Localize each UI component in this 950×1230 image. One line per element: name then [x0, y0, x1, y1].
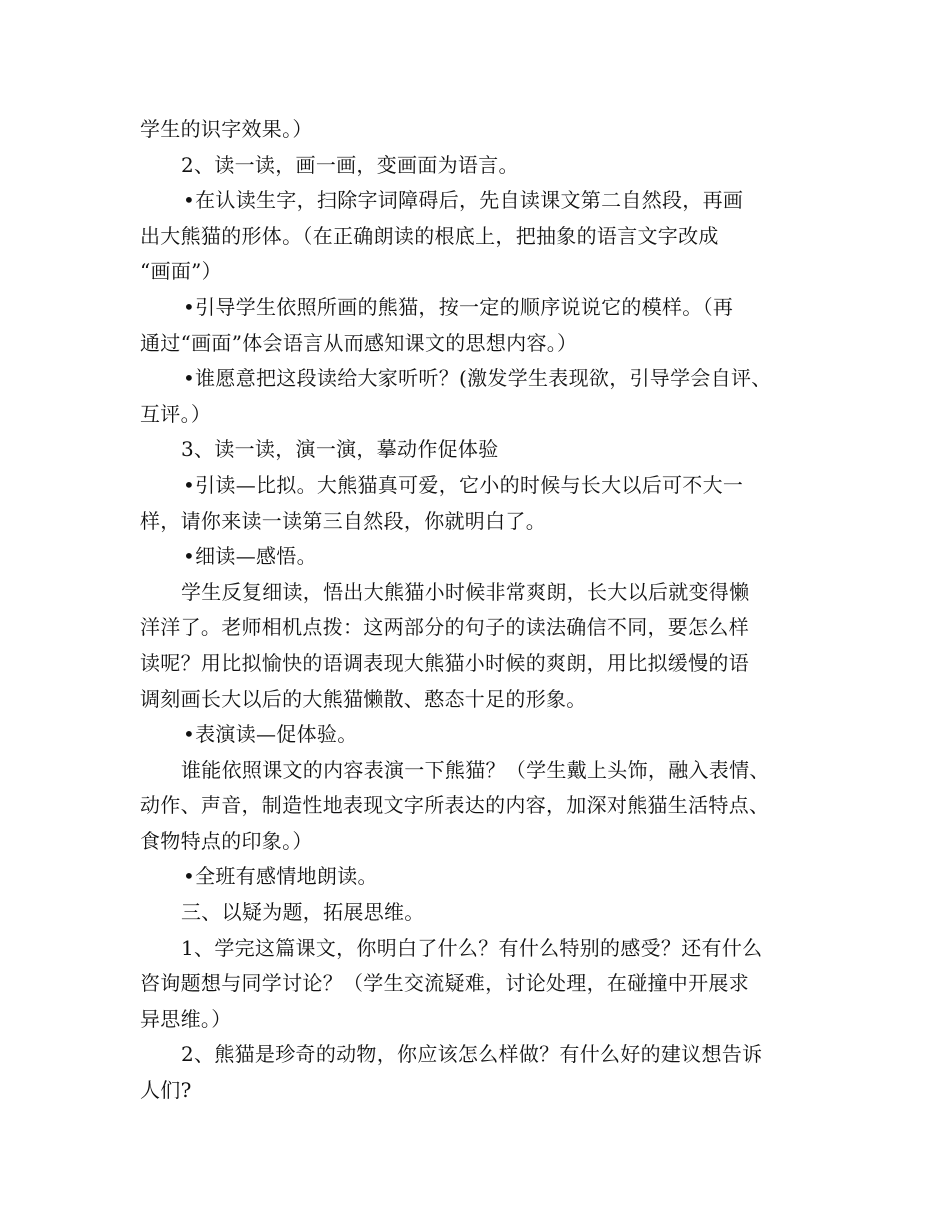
- text-line: 调刻画长大以后的大熊猫懒散、憨态十足的形象。: [140, 686, 587, 711]
- text-line: 出大熊猫的形体。（在正确朗读的根底上，把抽象的语言文字改成: [140, 223, 719, 248]
- text-line: 洋洋了。老师相机点拨：这两部分的句子的读法确信不同，要怎么样: [140, 615, 749, 640]
- text-line: 学生的识字效果。）: [140, 117, 313, 141]
- text-line: 动作、声音，制造性地表现文字所表达的内容，加深对熊猫生活特点、: [140, 793, 770, 818]
- text-line: 人们?: [140, 1078, 192, 1103]
- text-line: 食物特点的印象。）: [140, 828, 313, 853]
- bullet-line: •引导学生依照所画的熊猫，按一定的顺序说说它的模样。（再: [183, 294, 734, 319]
- bullet-line: •引读—比拟。大熊猫真可爱，它小的时候与长大以后可不大一: [183, 472, 744, 497]
- section-heading: 三、以疑为题，拓展思维。: [181, 900, 425, 925]
- text-line: 学生反复细读，悟出大熊猫小时候非常爽朗，长大以后就变得懒: [181, 579, 750, 604]
- text-line: 通过“画面”体会语言从而感知课文的思想内容。）: [140, 330, 578, 355]
- text-line: 读呢？用比拟愉快的语调表现大熊猫小时候的爽朗，用比拟缓慢的语: [140, 650, 749, 675]
- text-line: 1、学完这篇课文，你明白了什么？有什么特别的感受？还有什么: [181, 935, 763, 960]
- text-line: 3、读一读，演一演，摹动作促体验: [181, 437, 499, 462]
- text-line: 谁能依照课文的内容表演一下熊猫？（学生戴上头饰，融入表情、: [181, 757, 770, 782]
- bullet-line: •表演读—促体验。: [183, 722, 358, 747]
- text-line: 2、读一读，画一画，变画面为语言。: [181, 152, 519, 177]
- bullet-line: •谁愿意把这段读给大家听听？(激发学生表现欲，引导学会自评、: [183, 366, 772, 391]
- text-line: 互评。）: [140, 401, 212, 426]
- text-line: “画面”）: [140, 259, 222, 284]
- text-line: 2、熊猫是珍奇的动物，你应该怎么样做？有什么好的建议想告诉: [181, 1042, 763, 1067]
- bullet-line: •细读—感悟。: [183, 544, 317, 569]
- bullet-line: •在认读生字，扫除字词障碍后，先自读课文第二自然段，再画: [183, 188, 744, 213]
- text-line: 咨询题想与同学讨论？（学生交流疑难，讨论处理，在碰撞中开展求: [140, 971, 749, 996]
- text-line: 异思维。）: [140, 1006, 232, 1031]
- text-line: 样，请你来读一读第三自然段，你就明白了。: [140, 508, 546, 533]
- bullet-line: •全班有感情地朗读。: [183, 864, 378, 889]
